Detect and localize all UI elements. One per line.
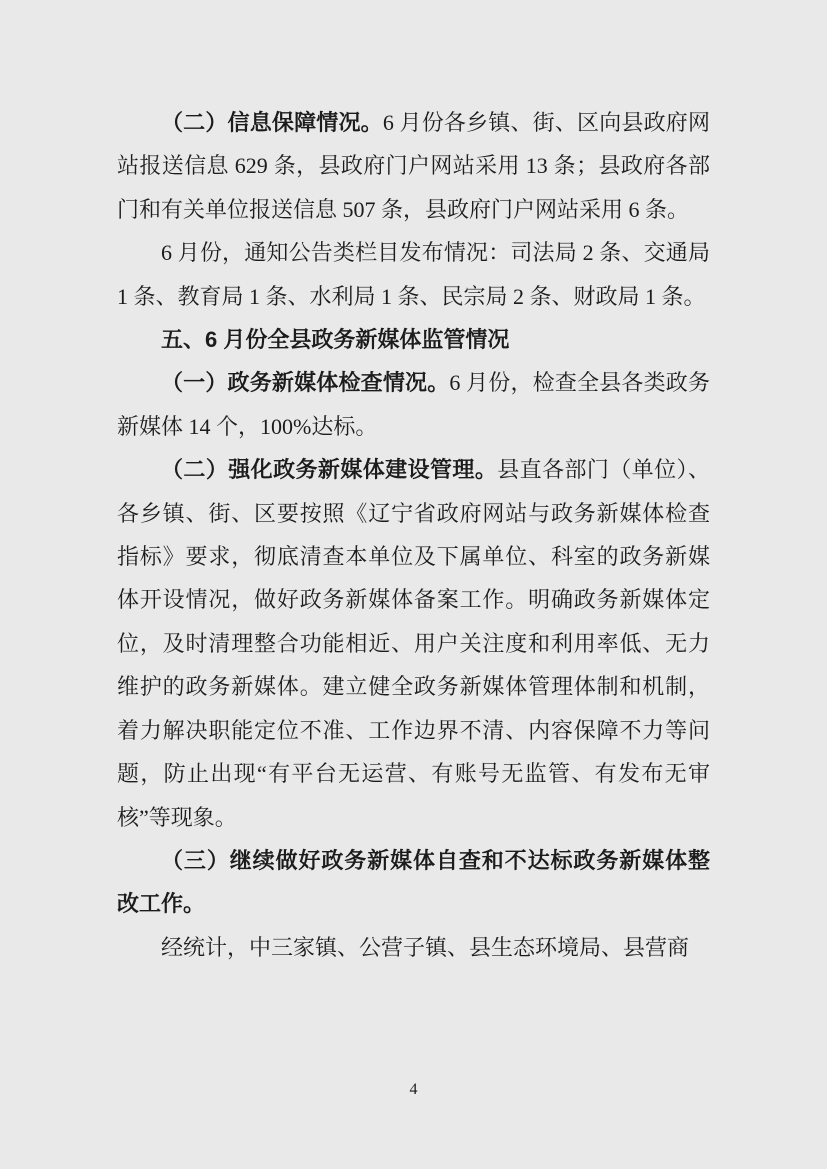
page-number: 4 [409,1081,418,1098]
paragraph-info-support-status [117,101,710,231]
paragraph-text: 6 月份各乡镇、街、区向县政府网站报送信息 629 条，县政府门户网站采用 13 条；县政府各部门和有关单位报送信息 507 条，县政府门户网站采用 6 条。 [117,110,710,222]
paragraph-text: 6 月份，通知公告类栏目发布情况：司法局 2 条、交通局 1 条、教育局 1 条、水利局 1 条、民宗局 2 条、财政局 1 条。 [117,240,710,309]
paragraph-strengthen-new-media-management [117,448,710,839]
section-lead-1-new-media-inspection: （一）政务新媒体检查情况。 [161,370,450,396]
heading-section-5-new-media-supervision: 五、6 月份全县政务新媒体监管情况 [161,327,510,353]
paragraph-text: 县直各部门（单位）、各乡镇、街、区要按照《辽宁省政府网站与政务新媒体检查指标》要求，彻底清查本单位及下属单位、科室的政务新媒体开设情况，做好政务新媒体备案工作。明确政务新媒体定位，及时清理整合功能相近、用户关注度和利用率低、无力维护的政务新媒体。建立健全政务新媒体管理体制和机制，着力解决职能定位不准、工作边界不清、内容保障不力等问题，防止出现“有平台无运营、有账号无监管、有发布无审核”等现象。 [117,457,710,830]
paragraph-self-check-rectification [117,839,710,926]
paragraph-new-media-inspection [117,361,710,448]
document-body [117,101,710,969]
paragraph-text: 6 月份，检查全县各类政务新媒体 14 个，100%达标。 [117,370,710,439]
section-lead-3-self-check: （三）继续做好政务新媒体自查和不达标政务新媒体整改工作。 [117,847,710,917]
section-lead-2-info-support: （二）信息保障情况。 [161,110,383,135]
section-lead-2-strengthen-management: （二）强化政务新媒体建设管理。 [161,457,498,483]
paragraph-notice-column-stats [117,231,710,318]
paragraph-text: 经统计，中三家镇、公营子镇、县生态环境局、县营商 [161,934,690,960]
paragraph-statistics-continued [117,926,710,969]
